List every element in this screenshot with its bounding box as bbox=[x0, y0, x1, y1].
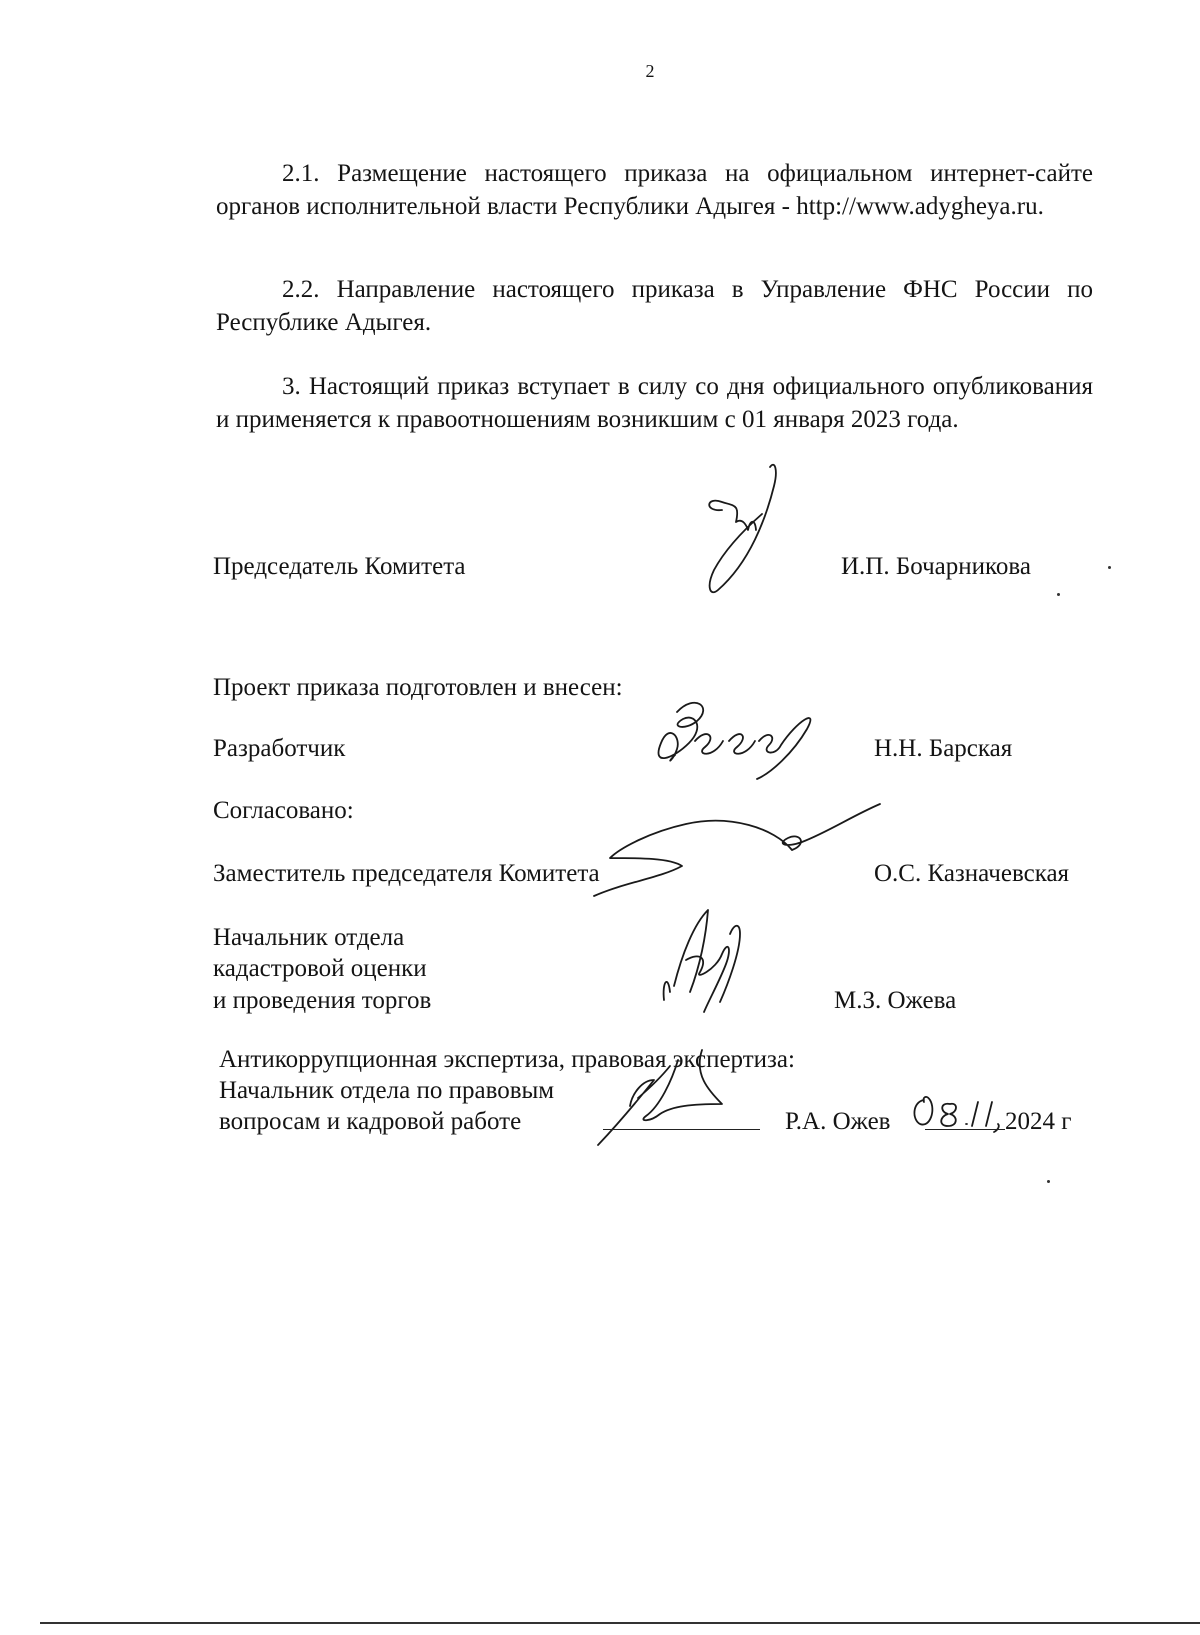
developer-name: Н.Н. Барская bbox=[874, 735, 1013, 762]
legal-head-position-line-1: Начальник отдела по правовым bbox=[219, 1077, 555, 1104]
department-head-position-line-2: кадастровой оценки bbox=[213, 955, 427, 982]
legal-head-year: 2024 г bbox=[1005, 1108, 1072, 1135]
paragraph-3: 3. Настоящий приказ вступает в силу со дня официального опубликования и применяется к правоотношениям возникшим с 01 января 2023 года. bbox=[216, 373, 1093, 433]
page-number: 2 bbox=[645, 61, 655, 81]
developer-signature bbox=[655, 697, 830, 782]
scan-speck bbox=[1057, 593, 1060, 596]
expertise-heading: Антикоррупционная экспертиза, правовая экспертиза: bbox=[219, 1046, 795, 1073]
scan-speck bbox=[1108, 566, 1111, 569]
department-head-position-line-1: Начальник отдела bbox=[213, 924, 405, 951]
paragraph-2-1: 2.1. Размещение настоящего приказа на официальном интернет-сайте органов исполнительной власти Республики Адыгея - http://www.adygheya.ru. bbox=[216, 160, 1093, 220]
legal-head-name: Р.А. Ожев bbox=[785, 1108, 891, 1135]
prepared-heading: Проект приказа подготовлен и внесен: bbox=[213, 674, 623, 701]
chairman-name: И.П. Бочарникова bbox=[841, 553, 1031, 580]
legal-head-signature-line bbox=[603, 1129, 760, 1130]
deputy-name: О.С. Казначевская bbox=[874, 860, 1070, 887]
paragraph-2-2: 2.2. Направление настоящего приказа в Управление ФНС России по Республике Адыгея. bbox=[216, 276, 1093, 336]
department-head-name: М.З. Ожева bbox=[834, 987, 957, 1014]
legal-head-signature bbox=[598, 1050, 773, 1150]
legal-head-position-line-2: вопросам и кадровой работе bbox=[219, 1108, 522, 1135]
scan-speck bbox=[1047, 1180, 1050, 1183]
department-head-position-line-3: и проведения торгов bbox=[213, 987, 432, 1014]
handwritten-date-underline bbox=[925, 1129, 1005, 1130]
chairman-position: Председатель Комитета bbox=[213, 553, 466, 580]
developer-position: Разработчик bbox=[213, 735, 346, 762]
agreed-heading: Согласовано: bbox=[213, 797, 354, 824]
department-head-signature bbox=[660, 900, 770, 1015]
handwritten-date bbox=[910, 1090, 1010, 1132]
deputy-position: Заместитель председателя Комитета bbox=[213, 860, 600, 887]
chairman-signature bbox=[700, 462, 800, 597]
scan-edge-line bbox=[40, 1622, 1200, 1624]
